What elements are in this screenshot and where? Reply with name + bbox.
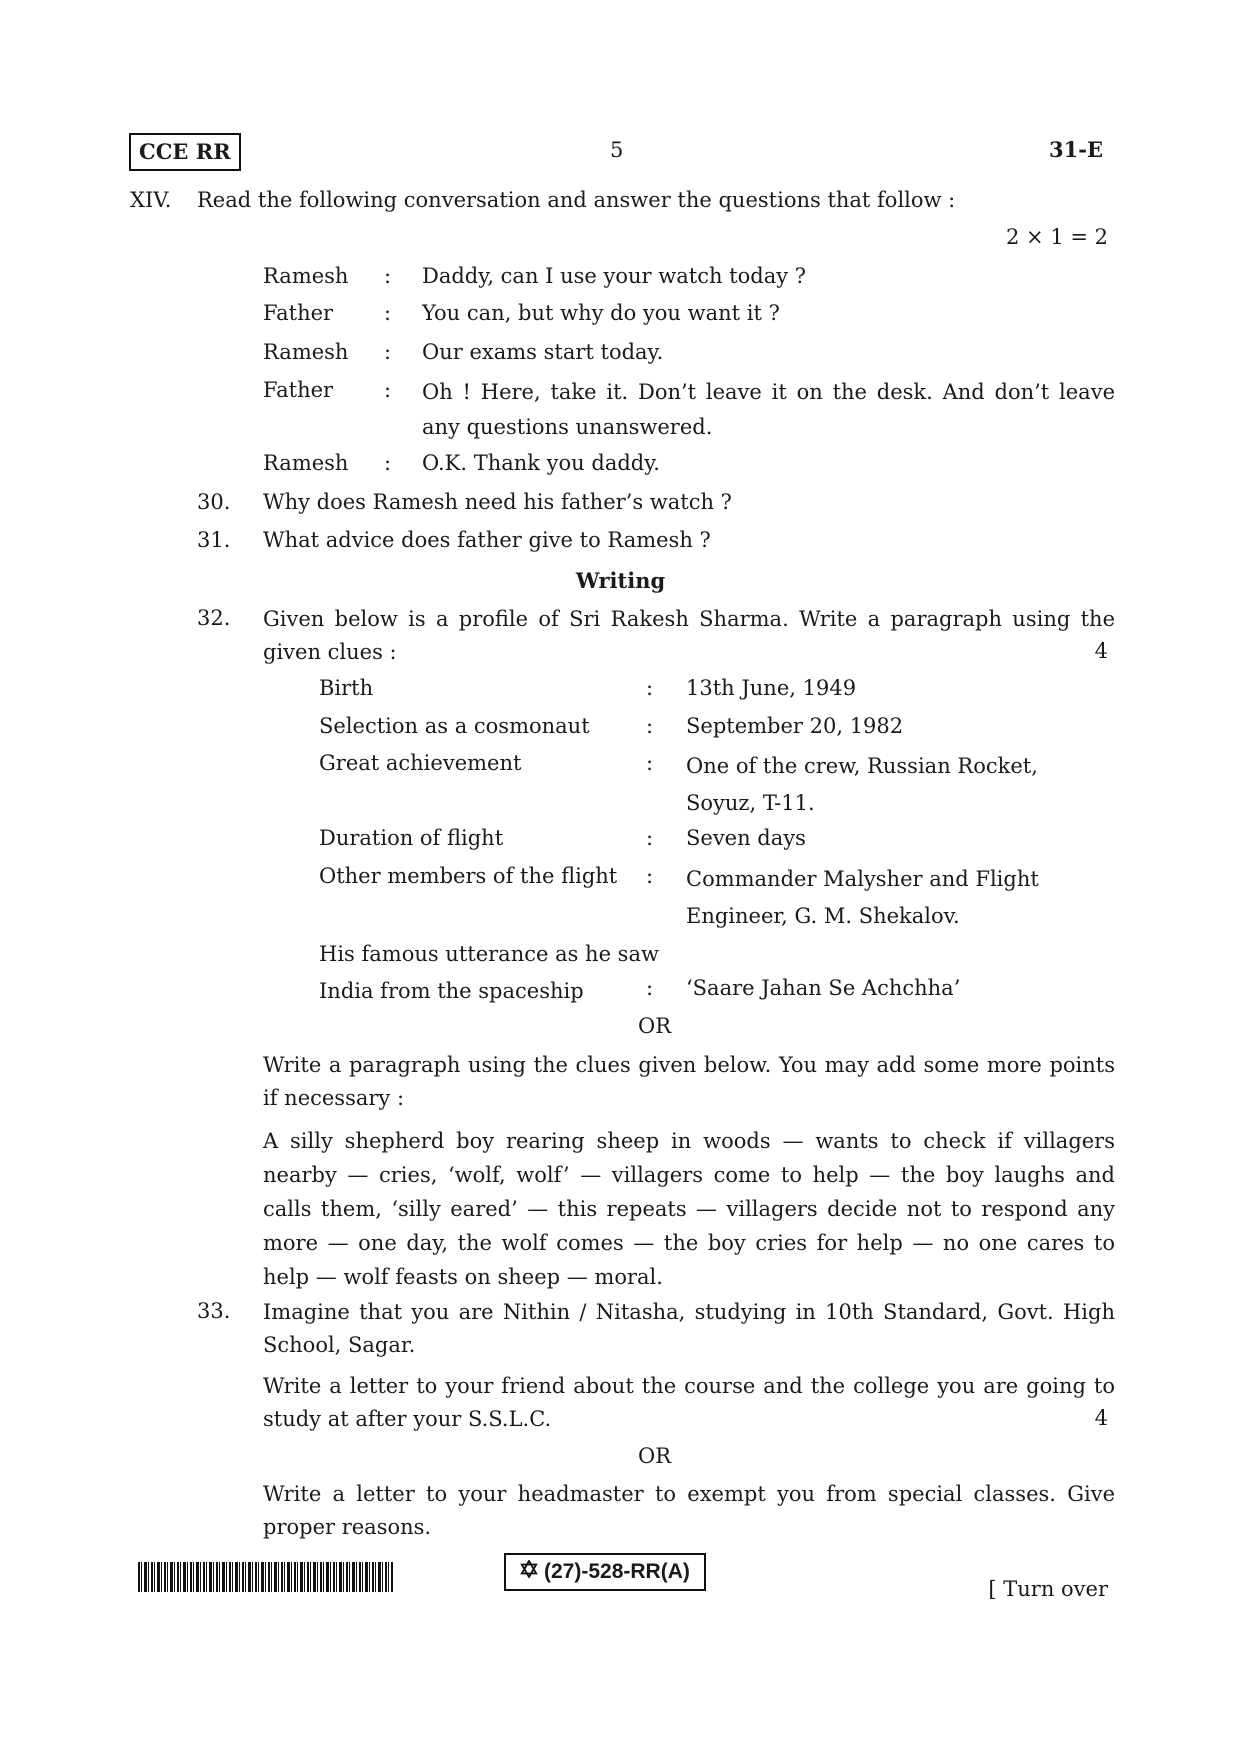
- dialogue-speaker: Ramesh: [263, 340, 349, 364]
- dialogue-line: Our exams start today.: [422, 340, 664, 364]
- profile-value: ‘Saare Jahan Se Achchha’: [686, 976, 961, 1000]
- profile-label: Great achievement: [319, 751, 522, 775]
- dialogue-colon: :: [384, 264, 392, 288]
- question-number: 33.: [197, 1299, 231, 1323]
- alternative-task: Write a letter to your headmaster to exempt you from special classes. Give proper reasons.: [263, 1482, 1115, 1539]
- section-number: XIV.: [130, 188, 172, 212]
- dialogue-speaker: Ramesh: [263, 451, 349, 475]
- paper-code-box: CCE RR: [129, 133, 241, 171]
- question-text: Why does Ramesh need his father’s watch ?: [263, 490, 732, 514]
- question-number: 30.: [197, 490, 231, 514]
- profile-label: His famous utterance as he saw India from the spaceship: [319, 942, 659, 1003]
- profile-colon: :: [646, 676, 654, 700]
- question-number: 31.: [197, 528, 231, 552]
- dialogue-speaker: Father: [263, 378, 334, 402]
- dialogue-colon: :: [384, 340, 392, 364]
- section-marks: 2 × 1 = 2: [1006, 225, 1108, 249]
- barcode: [138, 1562, 393, 1592]
- turn-over: [ Turn over: [988, 1577, 1108, 1601]
- paper-number: 31-E: [1049, 137, 1103, 162]
- profile-value: 13th June, 1949: [686, 676, 857, 700]
- dialogue-speaker: Ramesh: [263, 264, 349, 288]
- profile-colon: :: [646, 976, 654, 1000]
- dialogue-line: Oh ! Here, take it. Don’t leave it on the desk. And don’t leave any questions unanswered.: [422, 380, 1115, 439]
- profile-value: Commander Malysher and Flight Engineer, G. M. Shekalov.: [686, 867, 1039, 928]
- question-marks: 4: [1094, 639, 1108, 663]
- profile-label: Selection as a cosmonaut: [319, 714, 590, 738]
- dialogue-line: O.K. Thank you daddy.: [422, 451, 660, 475]
- question-text: Given below is a profile of Sri Rakesh Sharma. Write a paragraph using the given clues :: [263, 607, 1115, 664]
- profile-colon: :: [646, 864, 654, 888]
- dialogue-line: Daddy, can I use your watch today ?: [422, 264, 807, 288]
- writing-heading: Writing: [575, 568, 666, 593]
- alternative-instruction: Write a paragraph using the clues given below. You may add some more points if necessary :: [263, 1053, 1115, 1110]
- footer-code: (27)-528-RR(A): [544, 1560, 690, 1583]
- page-number: 5: [610, 138, 624, 162]
- dialogue-colon: :: [384, 378, 392, 402]
- profile-label: Birth: [319, 676, 374, 700]
- profile-label: Other members of the flight: [319, 864, 618, 888]
- alternative-clues: A silly shepherd boy rearing sheep in woods — wants to check if villagers nearby — cries, ‘wolf, wolf’ — villagers come to help — the boy laughs and calls them, ‘silly eared’ — this repeats — villagers decide not to respond any more — one day, the wolf comes — the boy cries for help — no one cares to help — wolf feasts on sheep — moral.: [263, 1129, 1115, 1289]
- question-task: Write a letter to your friend about the course and the college you are going to study at after your S.S.L.C.: [263, 1374, 1115, 1431]
- profile-colon: :: [646, 714, 654, 738]
- dialogue-speaker: Father: [263, 301, 334, 325]
- question-number: 32.: [197, 606, 231, 630]
- profile-colon: :: [646, 826, 654, 850]
- profile-colon: :: [646, 751, 654, 775]
- question-text: What advice does father give to Ramesh ?: [263, 528, 711, 552]
- footer-code-box: [504, 1553, 706, 1591]
- profile-value: September 20, 1982: [686, 714, 904, 738]
- question-text: Imagine that you are Nithin / Nitasha, studying in 10th Standard, Govt. High School, Sagar.: [263, 1300, 1115, 1357]
- star-of-david-icon: [520, 1557, 538, 1587]
- profile-value: Seven days: [686, 826, 806, 850]
- dialogue-colon: :: [384, 301, 392, 325]
- dialogue-colon: :: [384, 451, 392, 475]
- section-instruction: Read the following conversation and answer the questions that follow :: [197, 188, 956, 212]
- question-marks: 4: [1094, 1406, 1108, 1430]
- profile-label: Duration of flight: [319, 826, 504, 850]
- or-divider: OR: [638, 1014, 672, 1038]
- profile-value: One of the crew, Russian Rocket, Soyuz, T-11.: [686, 754, 1038, 815]
- dialogue-line: You can, but why do you want it ?: [422, 301, 780, 325]
- or-divider: OR: [638, 1444, 672, 1468]
